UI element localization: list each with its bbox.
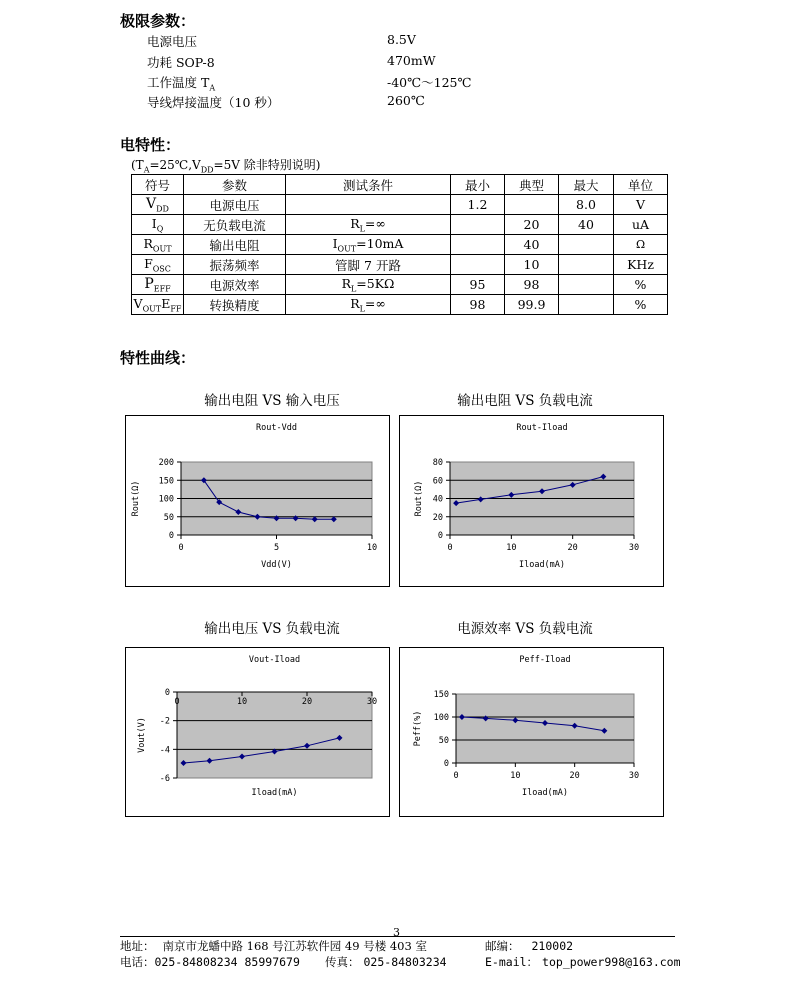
chart-peff-iload: [399, 647, 664, 817]
y-tick-label: 0: [443, 759, 449, 769]
x-axis-label: Iload(mA): [251, 788, 298, 798]
chart-rout-vdd-svg: [126, 416, 389, 586]
table-row: [132, 215, 668, 235]
min-cell: [451, 255, 505, 275]
y-tick-label: -4: [159, 745, 170, 756]
chart-caption: 电源效率 VS 负载电流: [457, 621, 593, 637]
footer-divider: [120, 936, 675, 937]
col-header: 符号: [132, 175, 184, 195]
y-tick-label: 150: [433, 690, 449, 700]
max-cell: [559, 275, 614, 295]
chart-title: Rout-Iload: [516, 423, 568, 433]
symbol-cell: $R_{OUT}$: [132, 235, 184, 255]
plot-area: [177, 692, 372, 778]
chart-peff-iload-svg: [400, 648, 663, 816]
max-cell: [559, 295, 614, 315]
chart-caption: 输出电阻 VS 输入电压: [204, 393, 340, 409]
electrical-note: ($T_A=25℃,V_{DD}=5V$ 除非特别说明): [131, 158, 321, 175]
y-tick-label: 100: [433, 713, 449, 723]
chart-vout-iload: [125, 647, 390, 817]
limit-value: 470mW: [387, 53, 436, 68]
y-tick-label: 0: [164, 688, 170, 698]
unit-cell: %: [614, 275, 668, 295]
unit-cell: Ω: [614, 235, 668, 255]
chart-rout-iload-svg: [400, 416, 663, 586]
chart-title: Rout-Vdd: [256, 423, 297, 433]
y-axis-label: Vout(V): [137, 717, 147, 753]
y-tick-label: 200: [158, 458, 174, 468]
cond-cell: 管脚 7 开路: [286, 255, 451, 275]
page-number: 3: [393, 926, 400, 939]
x-tick-label: 20: [567, 543, 578, 553]
footer-email: E-mail： top_power998@163.com: [485, 955, 681, 969]
x-tick-label: 10: [506, 543, 517, 553]
x-tick-label: 0: [178, 543, 184, 553]
typ-cell: 40: [505, 235, 559, 255]
footer-zip: 邮编： 210002: [485, 939, 574, 953]
limit-label: 功耗 SOP-8: [147, 55, 215, 70]
y-tick-label: -2: [159, 716, 170, 727]
limit-value: -40℃～125℃: [387, 75, 472, 90]
typ-cell: 98: [505, 275, 559, 295]
min-cell: [451, 215, 505, 235]
x-tick-label: 30: [628, 543, 640, 553]
param-cell: 电源电压: [184, 195, 286, 215]
symbol-cell: $P_{EFF}$: [132, 275, 184, 295]
y-tick-label: 50: [163, 512, 174, 523]
col-header: 最小: [451, 175, 505, 195]
limit-label: 工作温度 $T_A$: [147, 75, 216, 93]
y-tick-label: 80: [432, 458, 443, 468]
table-row: [132, 275, 668, 295]
chart-rout-iload: [399, 415, 664, 587]
x-tick-label: 0: [453, 771, 459, 781]
x-tick-label: 0: [447, 543, 453, 553]
param-cell: 无负载电流: [184, 215, 286, 235]
typ-cell: 99.9: [505, 295, 559, 315]
min-cell: 98: [451, 295, 505, 315]
typ-cell: 20: [505, 215, 559, 235]
col-header: 测试条件: [286, 175, 451, 195]
col-header: 典型: [505, 175, 559, 195]
max-cell: [559, 235, 614, 255]
x-tick-label: 10: [236, 697, 248, 707]
symbol-cell: $I_Q$: [132, 215, 184, 235]
limit-value: 260℃: [387, 93, 425, 108]
y-tick-label: 20: [432, 512, 443, 523]
unit-cell: %: [614, 295, 668, 315]
x-tick-label: 20: [569, 771, 580, 781]
min-cell: 1.2: [451, 195, 505, 215]
y-tick-label: 60: [432, 476, 443, 487]
chart-caption: 输出电压 VS 负载电流: [204, 621, 340, 637]
footer-address: 地址： 南京市龙蟠中路 168 号江苏软件园 49 号楼 403 室: [120, 939, 427, 953]
symbol-cell: $F_{OSC}$: [132, 255, 184, 275]
chart-title: Vout-Iload: [248, 655, 301, 665]
electrical-heading: 电特性：: [120, 136, 181, 154]
chart-rout-vdd: [125, 415, 390, 587]
limit-label: 导线焊接温度（10 秒）: [147, 95, 280, 110]
cond-cell: $R_L=5K\Omega$: [286, 275, 451, 295]
typ-cell: [505, 195, 559, 215]
max-cell: 40: [559, 215, 614, 235]
table-row: [132, 255, 668, 275]
limit-label: 电源电压: [147, 34, 198, 49]
param-cell: 输出电阻: [184, 235, 286, 255]
table-row: [132, 195, 668, 215]
x-axis-label: Iload(mA): [521, 788, 569, 798]
table-row: [132, 235, 668, 255]
x-tick-label: 0: [174, 697, 180, 707]
unit-cell: V: [614, 195, 668, 215]
param-cell: 转换精度: [184, 295, 286, 315]
y-axis-label: Rout(Ω): [414, 480, 424, 517]
x-axis-label: Iload(mA): [518, 560, 566, 570]
cond-cell: [286, 195, 451, 215]
plot-area: [456, 694, 634, 763]
max-cell: [559, 255, 614, 275]
x-tick-label: 20: [301, 697, 313, 707]
param-cell: 振荡频率: [184, 255, 286, 275]
col-header: 最大: [559, 175, 614, 195]
y-axis-label: Peff(%): [413, 710, 423, 747]
footer-phone: 电话：025-84808234 85997679: [120, 955, 300, 969]
min-cell: 95: [451, 275, 505, 295]
x-tick-label: 5: [273, 543, 280, 553]
y-tick-label: 0: [437, 531, 443, 541]
min-cell: [451, 235, 505, 255]
limit-value: 8.5V: [387, 32, 416, 47]
table-row: [132, 295, 668, 315]
footer-fax: 传真： 025-84803234: [325, 955, 447, 969]
y-tick-label: 50: [438, 736, 449, 746]
x-tick-label: 30: [366, 697, 378, 707]
col-header: 单位: [614, 175, 668, 195]
x-tick-label: 30: [628, 771, 640, 781]
cond-cell: $R_L=\infty$: [286, 215, 451, 235]
y-tick-label: -6: [159, 774, 170, 784]
symbol-cell: $V_{DD}$: [132, 195, 184, 215]
y-tick-label: 0: [168, 531, 174, 541]
limits-heading: 极限参数：: [120, 12, 196, 30]
unit-cell: uA: [614, 215, 668, 235]
chart-vout-iload-svg: [126, 648, 389, 816]
table-header-row: [132, 175, 668, 195]
electrical-table: [131, 174, 668, 315]
x-axis-label: Vdd(V): [261, 560, 292, 570]
cond-cell: $R_L=\infty$: [286, 295, 451, 315]
cond-cell: $I_{OUT}=10mA$: [286, 235, 451, 255]
x-tick-label: 10: [510, 771, 521, 781]
typ-cell: 10: [505, 255, 559, 275]
curves-heading: 特性曲线：: [120, 349, 196, 367]
y-axis-label: Rout(Ω): [131, 480, 141, 517]
chart-title: Peff-Iload: [519, 655, 571, 665]
col-header: 参数: [184, 175, 286, 195]
y-tick-label: 150: [158, 476, 174, 487]
y-tick-label: 40: [432, 494, 443, 505]
param-cell: 电源效率: [184, 275, 286, 295]
x-tick-label: 10: [366, 543, 378, 553]
chart-caption: 输出电阻 VS 负载电流: [457, 393, 593, 409]
unit-cell: KHz: [614, 255, 668, 275]
max-cell: 8.0: [559, 195, 614, 215]
y-tick-label: 100: [158, 494, 174, 505]
symbol-cell: $V_{OUT}E_{FF}$: [132, 295, 184, 315]
